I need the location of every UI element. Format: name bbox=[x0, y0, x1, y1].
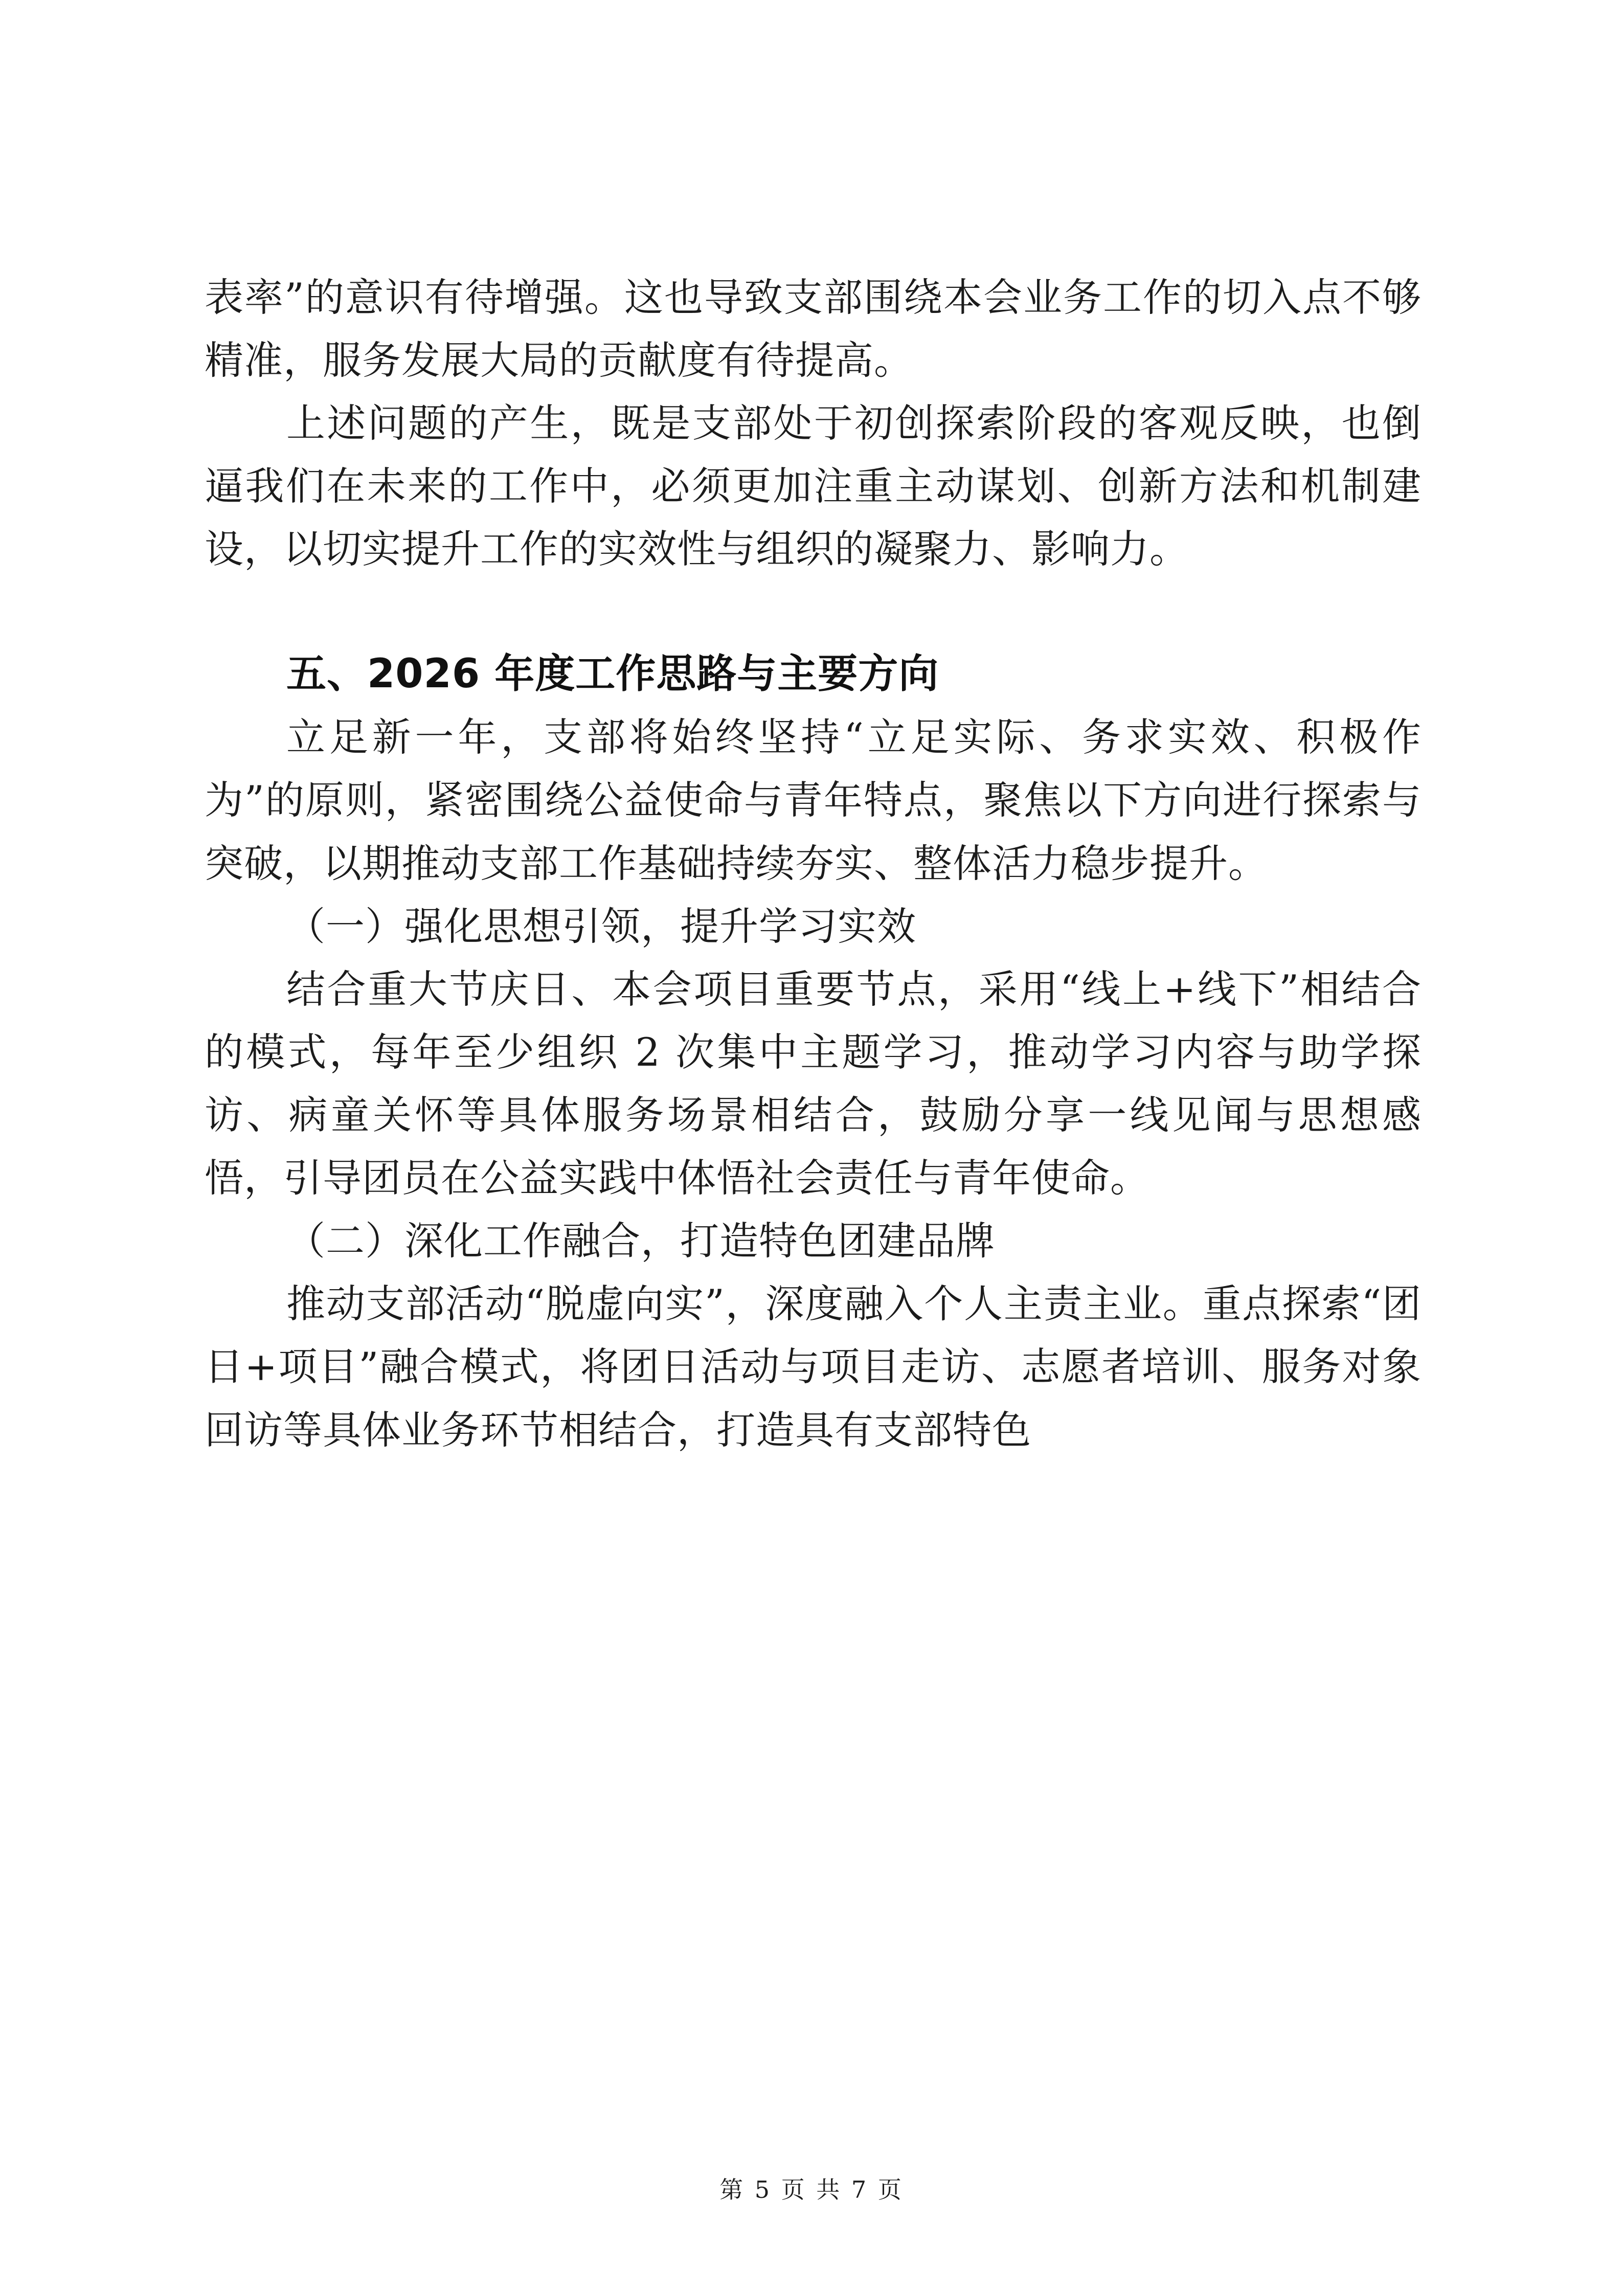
paragraph-continuation: 表率”的意识有待增强。这也导致支部围绕本会业务工作的切入点不够精准，服务发展大局的贡献度有待提高。 bbox=[205, 275, 1422, 384]
paragraph-annual-plan-intro: 立足新一年，支部将始终坚持“立足实际、务求实效、积极作为”的原则，紧密围绕公益使命与青年特点，聚焦以下方向进行探索与突破，以期推动支部工作基础持续夯实、整体活力稳步提升。 bbox=[205, 714, 1422, 886]
page-number-label: 第 5 页 共 7 页 bbox=[719, 2176, 904, 2203]
page-footer bbox=[0, 2171, 1623, 2205]
paragraph-subsection-two-body: 推动支部活动“脱虚向实”，深度融入个人主责主业。重点探索“团日+项目”融合模式，将团日活动与项目走访、志愿者培训、服务对象回访等具体业务环节相结合，打造具有支部特色 bbox=[205, 1281, 1422, 1453]
section-heading-five: 五、2026 年度工作思路与主要方向 bbox=[286, 650, 939, 697]
subsection-heading-one: （一）强化思想引领，提升学习实效 bbox=[286, 903, 916, 949]
paragraph-issue-summary: 上述问题的产生，既是支部处于初创探索阶段的客观反映，也倒逼我们在未来的工作中，必须更加注重主动谋划、创新方法和机制建设，以切实提升工作的实效性与组织的凝聚力、影响力。 bbox=[205, 400, 1422, 572]
page-content bbox=[205, 266, 1422, 1461]
section-spacer bbox=[205, 581, 1422, 642]
paragraph-subsection-one-body: 结合重大节庆日、本会项目重要节点，采用“线上+线下”相结合的模式，每年至少组织 2 次集中主题学习，推动学习内容与助学探访、病童关怀等具体服务场景相结合，鼓励分享一线见闻与思想感悟，引导团员在公益实践中体悟社会责任与青年使命。 bbox=[205, 966, 1422, 1201]
subsection-heading-two: （二）深化工作融合，打造特色团建品牌 bbox=[286, 1218, 995, 1264]
